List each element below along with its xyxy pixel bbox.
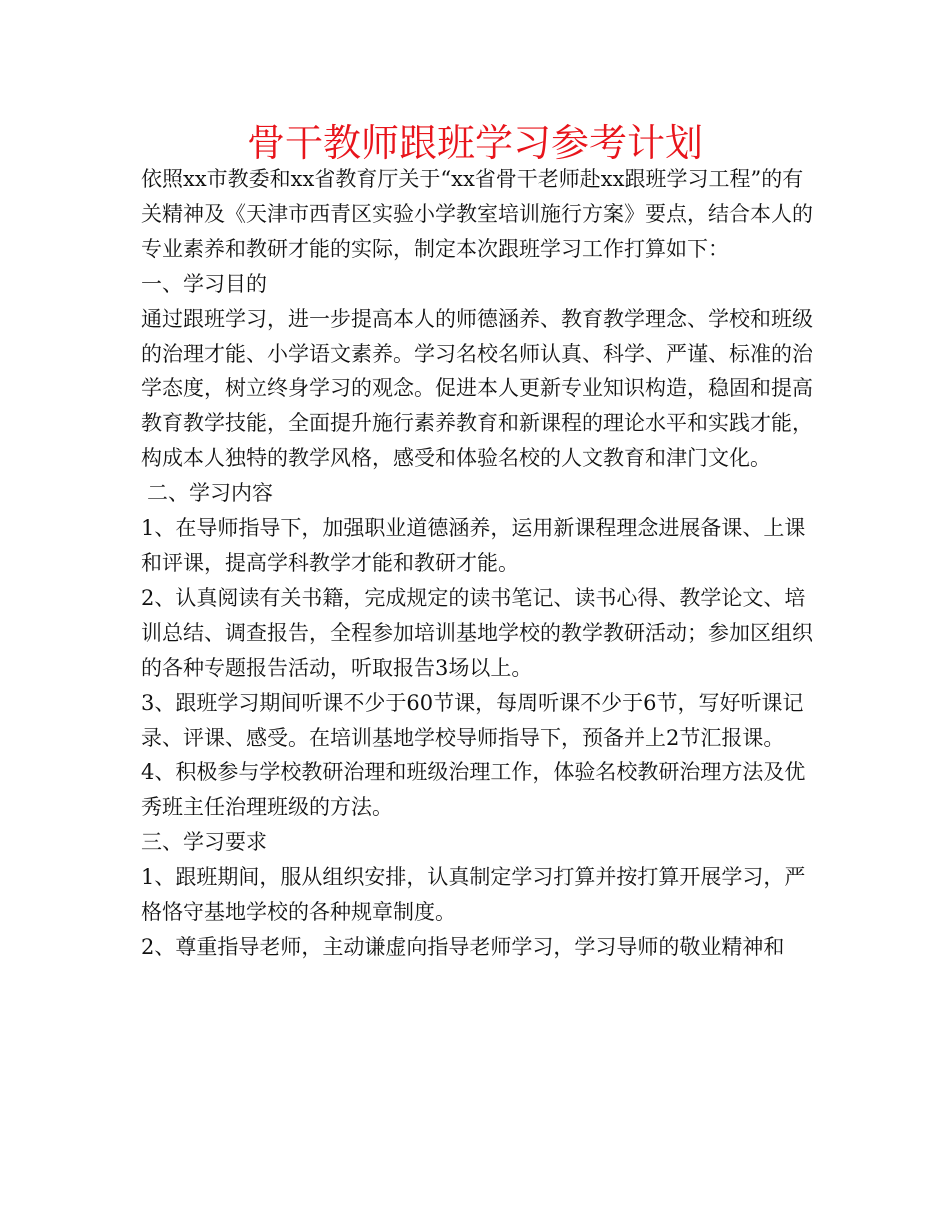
goals-paragraph: 通过跟班学习，进一步提高本人的师德涵养、教育教学理念、学校和班级的治理才能、小学语文素养。学习名校名师认真、科学、严谨、标准的治学态度，树立终身学习的观念。促进本人更新专业知识构造，稳固和提高教育教学技能，全面提升施行素养教育和新课程的理论水平和实践才能，构成本人独特的教学风格，感受和体验名校的人文教育和津门文化。 [141, 306, 813, 471]
section-heading-requirements: 三、学习要求 [141, 830, 267, 855]
section-heading-content: 二、学习内容 [147, 481, 273, 506]
content-item-2: 2、认真阅读有关书籍，完成规定的读书笔记、读书心得、教学论文、培训总结、调查报告，全程参加培训基地学校的教学教研活动；参加区组织的各种专题报告活动，听取报告3场以上。 [141, 585, 813, 680]
requirement-item-2: 2、尊重指导老师，主动谦虚向指导老师学习，学习导师的敬业精神和 [141, 934, 785, 959]
content-item-3: 3、跟班学习期间听课不少于60节课，每周听课不少于6节，写好听课记录、评课、感受。在培训基地学校导师指导下，预备并上2节汇报课。 [141, 690, 804, 750]
requirement-item-1: 1、跟班期间，服从组织安排，认真制定学习打算并按打算开展学习，严格恪守基地学校的各种规章制度。 [141, 865, 806, 925]
section-heading-goals: 一、学习目的 [141, 271, 267, 296]
content-item-1: 1、在导师指导下，加强职业道德涵养，运用新课程理念进展备课、上课和评课，提高学科教学才能和教研才能。 [141, 516, 806, 575]
document-body [141, 162, 821, 965]
content-item-4: 4、积极参与学校教研治理和班级治理工作，体验名校教研治理方法及优秀班主任治理班级的方法。 [141, 760, 806, 820]
intro-paragraph: 依照xx市教委和xx省教育厅关于“xx省骨干老师赴xx跟班学习工程”的有关精神及《天津市西青区实验小学教室培训施行方案》要点，结合本人的专业素养和教研才能的实际，制定本次跟班学习工作打算如下： [141, 167, 813, 261]
document-title: 骨干教师跟班学习参考计划 [246, 121, 703, 165]
